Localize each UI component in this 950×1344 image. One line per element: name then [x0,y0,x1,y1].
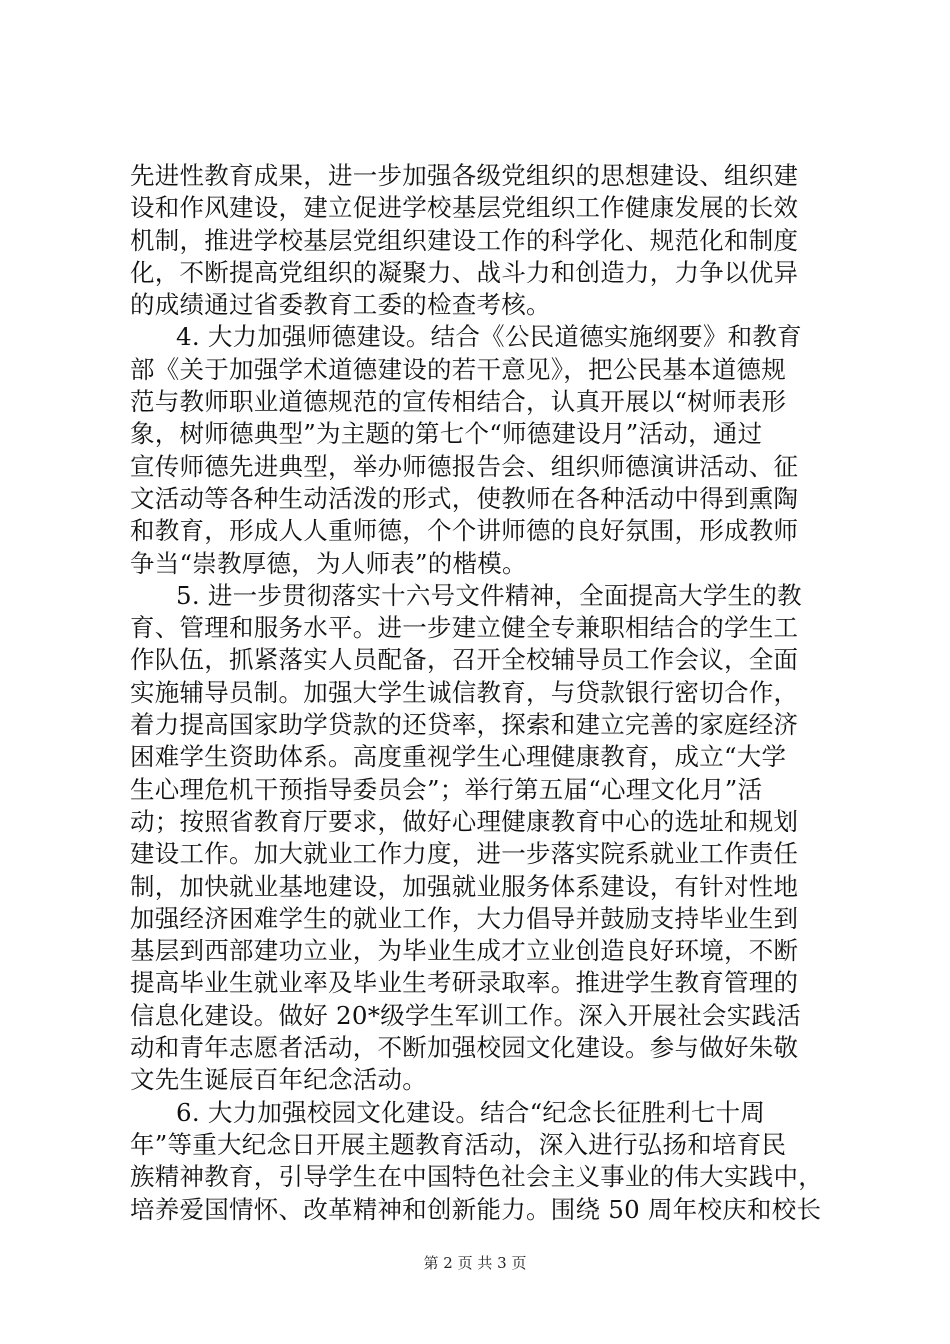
text-line: 争当“崇教厚德，为人师表”的楷模。 [130,548,527,578]
text-line: 基层到西部建功立业，为毕业生成才立业创造良好环境，不断 [130,936,799,966]
text-line: 设和作风建设，建立促进学校基层党组织工作健康发展的长效 [130,193,799,223]
text-line: 4. 大力加强师德建设。结合《公民道德实施纲要》和教育 [176,322,802,352]
text-line: 族精神教育，引导学生在中国特色社会主义事业的伟大实践中， [130,1162,823,1192]
text-line: 化，不断提高党组织的凝聚力、战斗力和创造力，力争以优异 [130,257,799,287]
text-line: 的成绩通过省委教育工委的检查考核。 [130,290,551,320]
text-line: 机制，推进学校基层党组织建设工作的科学化、规范化和制度 [130,225,799,255]
text-line: 培养爱国情怀、改革精神和创新能力。围绕 50 周年校庆和校长 [130,1194,822,1224]
text-line: 加强经济困难学生的就业工作，大力倡导并鼓励支持毕业生到 [130,903,799,933]
text-line: 提高毕业生就业率及毕业生考研录取率。推进学生教育管理的 [130,968,799,998]
text-line: 信息化建设。做好 20*级学生军训工作。深入开展社会实践活 [130,1000,801,1030]
text-line: 动和青年志愿者活动，不断加强校园文化建设。参与做好朱敬 [130,1033,799,1063]
text-line: 6. 大力加强校园文化建设。结合“纪念长征胜利七十周 [176,1097,766,1127]
text-line: 育、管理和服务水平。进一步建立健全专兼职相结合的学生工 [130,613,799,643]
text-line: 年”等重大纪念日开展主题教育活动，深入进行弘扬和培育民 [130,1129,787,1159]
text-line: 部《关于加强学术道德建设的若干意见》，把公民基本道德规 [130,354,786,384]
text-line: 宣传师德先进典型，举办师德报告会、组织师德演讲活动、征 [130,451,799,481]
text-line: 文先生诞辰百年纪念活动。 [130,1065,427,1095]
text-line: 着力提高国家助学贷款的还贷率，探索和建立完善的家庭经济 [130,710,799,740]
text-line: 动；按照省教育厅要求，做好心理健康教育中心的选址和规划 [130,806,799,836]
text-line: 困难学生资助体系。高度重视学生心理健康教育，成立“大学 [130,742,787,772]
text-line: 范与教师职业道德规范的宣传相结合，认真开展以“树师表形 [130,387,787,417]
text-line: 先进性教育成果，进一步加强各级党组织的思想建设、组织建 [130,161,799,190]
text-line: 5. 进一步贯彻落实十六号文件精神，全面提高大学生的教 [176,580,802,610]
text-line: 作队伍，抓紧落实人员配备，召开全校辅导员工作会议，全面 [130,645,799,675]
document-body [130,160,830,1226]
text-line: 象，树师德典型”为主题的第七个“师德建设月”活动，通过 [130,419,763,449]
page-footer: 第 2 页 共 3 页 [423,1254,527,1272]
text-line: 文活动等各种生动活泼的形式，使教师在各种活动中得到熏陶 [130,483,799,513]
text-line: 实施辅导员制。加强大学生诚信教育，与贷款银行密切合作， [130,677,799,707]
text-line: 制，加快就业基地建设，加强就业服务体系建设，有针对性地 [130,871,799,901]
text-line: 和教育，形成人人重师德，个个讲师德的良好氛围，形成教师 [130,516,799,546]
text-line: 生心理危机干预指导委员会”；举行第五届“心理文化月”活 [130,774,763,804]
text-line: 建设工作。加大就业工作力度，进一步落实院系就业工作责任 [130,839,799,869]
